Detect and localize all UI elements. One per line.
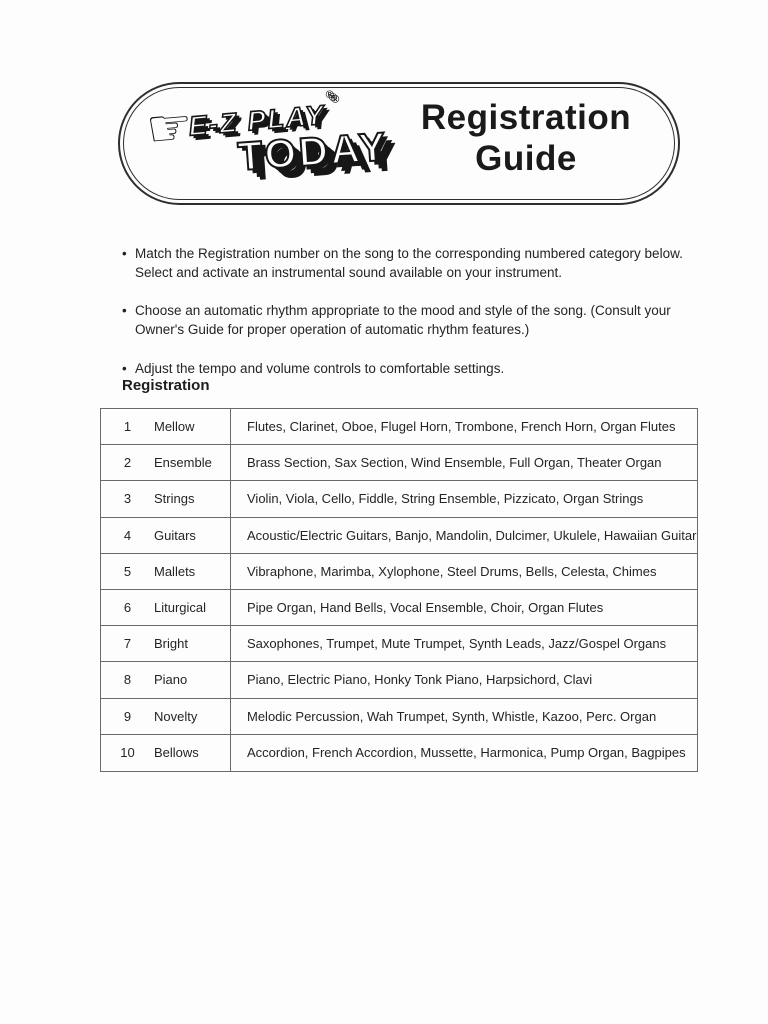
category-name-cell: Guitars (154, 527, 196, 543)
table-row (101, 481, 697, 517)
page-title-line1: Registration (420, 98, 632, 137)
category-name-cell: Mellow (154, 419, 195, 435)
table-row (101, 735, 697, 771)
registration-number-cell: 8 (123, 672, 132, 688)
category-name-cell: Ensemble (154, 455, 212, 471)
logo-ezplay-text: E-Z PLAY® (187, 88, 337, 141)
pointing-hand-icon: ☞ (143, 97, 196, 160)
category-name-cell: Strings (154, 491, 195, 507)
instruments-list-cell: Piano, Electric Piano, Honky Tonk Piano, Harpsichord, Clavi (230, 662, 697, 697)
registration-section-heading: Registration (122, 377, 210, 394)
category-name-cell: Piano (154, 672, 188, 688)
category-name-cell: Liturgical (154, 600, 207, 616)
category-name-cell: Bellows (154, 745, 199, 761)
table-row (101, 662, 697, 698)
registration-number-cell: 2 (123, 455, 132, 471)
instruments-list-cell: Violin, Viola, Cello, Fiddle, String Ensemble, Pizzicato, Organ Strings (230, 481, 697, 516)
table-row (101, 590, 697, 626)
instruction-item: • Adjust the tempo and volume controls to comfortable settings. (122, 359, 688, 378)
instruction-item: • Choose an automatic rhythm appropriate to the mood and style of the song. (Consult your Owner's Guide for proper operation of automatic rhythm features.) (122, 301, 688, 339)
instruments-list-cell: Saxophones, Trumpet, Mute Trumpet, Synth Leads, Jazz/Gospel Organs (230, 626, 697, 661)
table-row (101, 554, 697, 590)
instruction-item: • Match the Registration number on the song to the corresponding numbered category below. Select and activate an instrumental sound available on your instrument. (122, 244, 688, 282)
instruction-list (122, 244, 688, 397)
instruments-list-cell: Acoustic/Electric Guitars, Banjo, Mandolin, Dulcimer, Ukulele, Hawaiian Guitar (230, 518, 697, 553)
table-row (101, 518, 697, 554)
instruments-list-cell: Accordion, French Accordion, Mussette, Harmonica, Pump Organ, Bagpipes (230, 735, 697, 771)
instruments-list-cell: Melodic Percussion, Wah Trumpet, Synth, Whistle, Kazoo, Perc. Organ (230, 699, 697, 734)
registration-number-cell: 6 (123, 600, 132, 616)
header-banner (118, 82, 680, 205)
registration-number-cell: 10 (120, 745, 135, 761)
registration-number-cell: 4 (123, 527, 132, 543)
registration-number-cell: 7 (123, 636, 132, 652)
registration-number-cell: 3 (123, 491, 132, 507)
instruments-list-cell: Vibraphone, Marimba, Xylophone, Steel Drums, Bells, Celesta, Chimes (230, 554, 697, 589)
registration-table (100, 408, 698, 772)
page-title (396, 98, 656, 179)
instruments-list-cell: Flutes, Clarinet, Oboe, Flugel Horn, Trombone, French Horn, Organ Flutes (230, 409, 697, 444)
category-name-cell: Novelty (154, 708, 198, 724)
table-row (101, 445, 697, 481)
instruments-list-cell: Brass Section, Sax Section, Wind Ensemble, Full Organ, Theater Organ (230, 445, 697, 480)
registration-number-cell: 1 (123, 419, 132, 435)
table-row (101, 699, 697, 735)
registered-trademark-symbol: ® (325, 88, 337, 101)
table-row (101, 626, 697, 662)
logo-today-text: TODAY (236, 124, 390, 180)
category-name-cell: Bright (154, 636, 188, 652)
page-title-line2: Guide (475, 138, 577, 178)
category-name-cell: Mallets (154, 563, 196, 579)
ez-play-today-logo (143, 88, 426, 200)
instruments-list-cell: Pipe Organ, Hand Bells, Vocal Ensemble, Choir, Organ Flutes (230, 590, 697, 625)
registration-number-cell: 9 (123, 708, 132, 724)
registration-number-cell: 5 (123, 563, 132, 579)
table-row (101, 409, 697, 445)
